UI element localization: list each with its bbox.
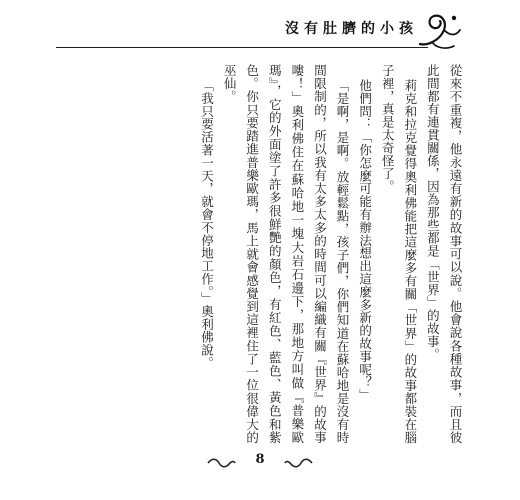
wave-ornament-icon <box>206 458 236 468</box>
paragraph: 他們問：「你怎麼可能有辦法想出這麼多新的故事呢？」 <box>357 79 373 402</box>
page-header <box>0 0 520 60</box>
paragraph: 從來不重複，他永遠有新的故事可以說。他會說各種故事，而且彼此間都有連貫關係，因為那些都是「世界」的故事。 <box>425 64 463 444</box>
header-rule <box>56 47 428 48</box>
paragraph: 莉克和拉克覺得奧利佛能把這麼多有關「世界」的故事都裝在腦子裡，真是太奇怪了。 <box>380 64 418 444</box>
swirl-flourish-icon <box>414 6 462 52</box>
book-title: 沒有肚臍的小孩 <box>285 21 418 37</box>
paragraph: 「是啊，是啊。放輕鬆點，孩子們，你們知道在蘇哈地是沒有時間限制的，所以我有太多太多的時間可以編織有關『世界』的故事嘍！」奧利佛住在蘇哈地一塊大岩石邊下，那地方叫做『普樂歐瑪』，它的外面塗了許多很鮮艷的顏色，有紅色、藍色、黃色和紫色。你只要踏進普樂歐瑪，馬上就會感覺到這裡住了一位很偉大的巫仙。 <box>222 64 351 444</box>
wave-ornament-icon <box>284 458 314 468</box>
page-footer <box>0 452 520 476</box>
paragraph: 「我只要活著一天，就會不停地工作。」奧利佛說。 <box>199 79 215 370</box>
page-number: 8 <box>255 452 265 467</box>
page-body <box>82 64 466 444</box>
